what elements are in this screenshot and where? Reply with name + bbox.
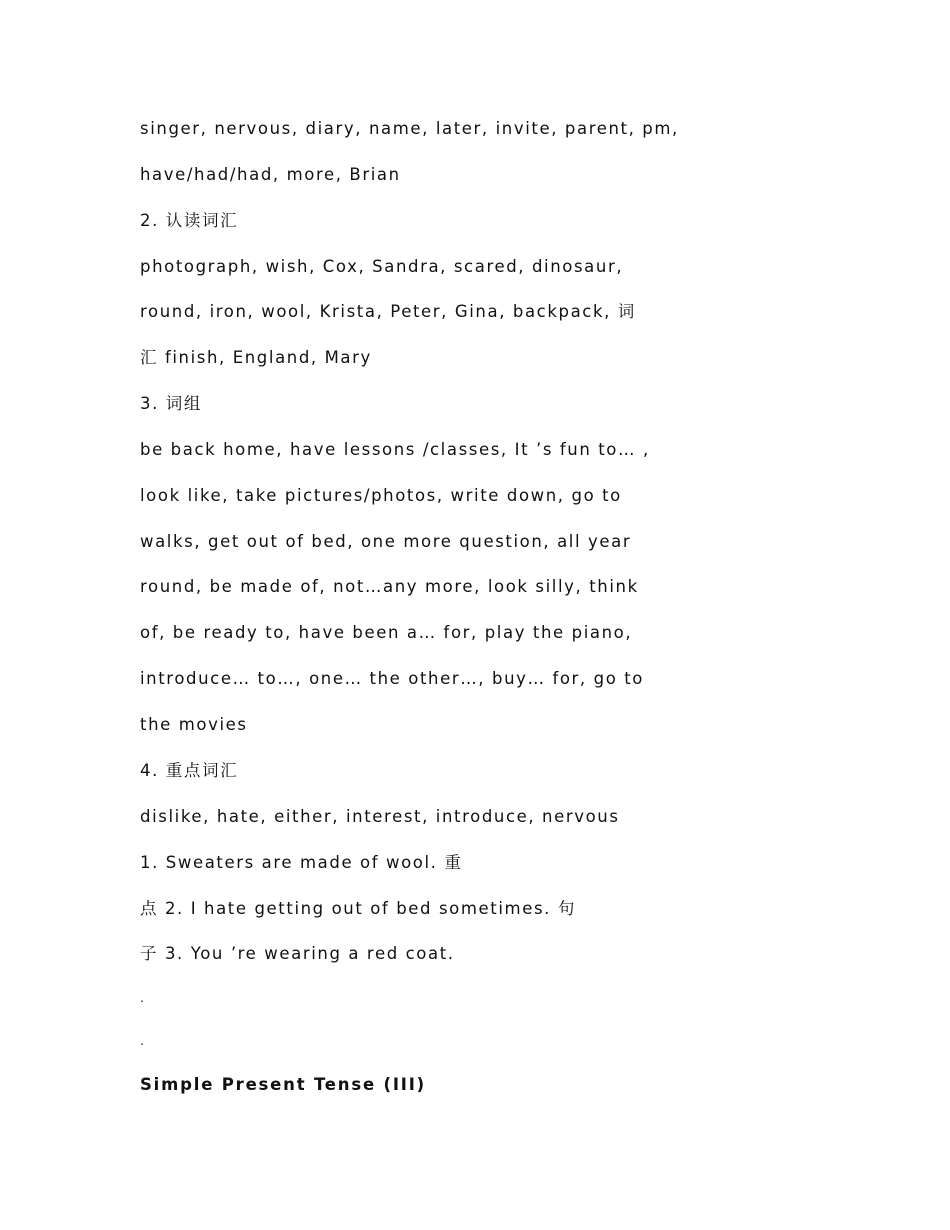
section-heading-2: 2. 认读词汇 — [140, 211, 239, 230]
separator-dot-2: . — [140, 1034, 144, 1048]
text-line-11: round, be made of, not…any more, look silly, think — [140, 577, 639, 596]
text-line-13: introduce… to…, one… the other…, buy… for, go to — [140, 669, 644, 688]
text-line-14: the movies — [140, 715, 248, 734]
section-heading-4: 4. 重点词汇 — [140, 761, 239, 780]
section-heading-3: 3. 词组 — [140, 394, 202, 413]
text-line-16: dislike, hate, either, interest, introduce, nervous — [140, 807, 620, 826]
text-line-12: of, be ready to, have been a… for, play the piano, — [140, 623, 633, 642]
text-line-8: be back home, have lessons /classes, It ’s fun to… , — [140, 440, 650, 459]
separator-dot-1: . — [140, 991, 144, 1005]
text-line-9: look like, take pictures/photos, write down, go to — [140, 486, 622, 505]
text-line-2: have/had/had, more, Brian — [140, 165, 401, 184]
text-line-1: singer, nervous, diary, name, later, invite, parent, pm, — [140, 119, 679, 138]
sentence-line-2: 点 2. I hate getting out of bed sometimes. 句 — [140, 899, 576, 918]
text-line-10: walks, get out of bed, one more question, all year — [140, 532, 632, 551]
text-line-5: round, iron, wool, Krista, Peter, Gina, backpack, 词 — [140, 302, 636, 321]
sentence-line-3: 子 3. You ’re wearing a red coat. — [140, 944, 455, 963]
grammar-section-title: Simple Present Tense (III) — [140, 1075, 427, 1094]
sentence-line-1: 1. Sweaters are made of wool. 重 — [140, 853, 463, 872]
text-line-6: 汇 finish, England, Mary — [140, 348, 372, 367]
text-line-4: photograph, wish, Cox, Sandra, scared, dinosaur, — [140, 257, 624, 276]
